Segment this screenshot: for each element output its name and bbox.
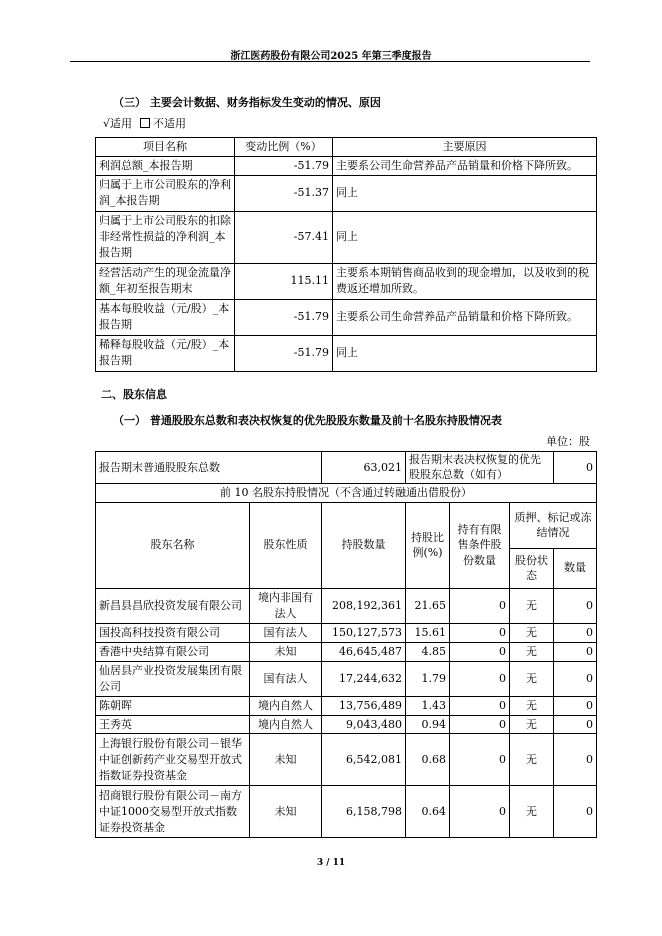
pledge-status-cell: 无: [510, 715, 554, 734]
pledge-status-cell: 无: [510, 734, 554, 786]
change-ratio-cell: -51.79: [235, 299, 333, 335]
table-row: [96, 696, 597, 715]
shareholder-name-cell: 上海银行股份有限公司－银华中证创新药产业交易型开放式指数证券投资基金: [96, 734, 250, 786]
column-header-nature: 股东性质: [250, 502, 322, 588]
shareholder-name-cell: 国投高科技投资有限公司: [96, 623, 250, 642]
holding-ratio-cell: 21.65: [406, 588, 450, 623]
restricted-shares-cell: 0: [450, 661, 510, 696]
pledge-qty-cell: 0: [554, 588, 597, 623]
shares-held-cell: 6,542,081: [322, 734, 406, 786]
total-shareholders-row: [96, 452, 597, 484]
table-row: [96, 299, 597, 335]
reason-cell: 同上: [333, 211, 597, 263]
change-ratio-cell: -51.37: [235, 175, 333, 211]
shares-held-cell: 9,043,480: [322, 715, 406, 734]
table-row: [96, 623, 597, 642]
change-ratio-cell: -51.79: [235, 156, 333, 175]
column-header-restricted: 持有有限售条件股份数量: [450, 502, 510, 588]
shareholder-name-cell: 王秀英: [96, 715, 250, 734]
reason-cell: 同上: [333, 175, 597, 211]
column-header: 主要原因: [333, 138, 597, 157]
reason-cell: 主要系本期销售商品收到的现金增加，以及收到的税费返还增加所致。: [333, 263, 597, 299]
preferred-shareholders-label: 报告期末表决权恢复的优先股股东总数（如有）: [406, 452, 554, 484]
not-applicable-option: 不适用: [153, 117, 187, 130]
column-header-pledge-group: 质押、标记或冻结情况: [510, 502, 597, 548]
change-ratio-cell: -57.41: [235, 211, 333, 263]
restricted-shares-cell: 0: [450, 642, 510, 661]
pledge-status-cell: 无: [510, 786, 554, 838]
header-rule: [70, 61, 590, 62]
column-header-ratio: 持股比例(%): [406, 502, 450, 588]
shareholder-nature-cell: 国有法人: [250, 623, 322, 642]
change-ratio-cell: -51.79: [235, 335, 333, 371]
shareholder-nature-cell: 境内非国有法人: [250, 588, 322, 623]
pledge-qty-cell: 0: [554, 715, 597, 734]
reason-cell: 主要系公司生命营养品产品销量和价格下降所致。: [333, 299, 597, 335]
table-row: [96, 175, 597, 211]
total-shareholders-value: 63,021: [322, 452, 406, 484]
indicator-change-table: [95, 137, 597, 372]
reason-cell: 同上: [333, 335, 597, 371]
table-row: [96, 715, 597, 734]
table-row: [96, 786, 597, 838]
column-header-pledge-qty: 数量: [554, 548, 597, 588]
column-header-pledge-status: 股份状态: [510, 548, 554, 588]
pledge-status-cell: 无: [510, 661, 554, 696]
shareholder-nature-cell: 境内自然人: [250, 696, 322, 715]
holding-ratio-cell: 0.64: [406, 786, 450, 838]
shareholder-nature-cell: 境内自然人: [250, 715, 322, 734]
item-name-cell: 归属于上市公司股东的扣除非经常性损益的净利润_本报告期: [96, 211, 235, 263]
holding-ratio-cell: 1.79: [406, 661, 450, 696]
table-row: [96, 734, 597, 786]
shareholder-name-cell: 仙居县产业投资发展集团有限公司: [96, 661, 250, 696]
table-header-row: [96, 138, 597, 157]
shares-held-cell: 46,645,487: [322, 642, 406, 661]
table-row: [96, 588, 597, 623]
shareholder-nature-cell: 未知: [250, 734, 322, 786]
top10-caption-row: [96, 484, 597, 503]
item-name-cell: 利润总额_本报告期: [96, 156, 235, 175]
column-header-shares: 持股数量: [322, 502, 406, 588]
holding-ratio-cell: 15.61: [406, 623, 450, 642]
shares-held-cell: 6,158,798: [322, 786, 406, 838]
pledge-qty-cell: 0: [554, 642, 597, 661]
shares-held-cell: 208,192,361: [322, 588, 406, 623]
holding-ratio-cell: 1.43: [406, 696, 450, 715]
pledge-qty-cell: 0: [554, 696, 597, 715]
table-header-row: [96, 502, 597, 548]
top10-caption: 前 10 名股东持股情况（不含通过转融通出借股份）: [96, 484, 597, 503]
shareholder-nature-cell: 未知: [250, 786, 322, 838]
unit-label: 单位：股: [546, 435, 590, 448]
shareholders-table: [95, 451, 597, 838]
change-ratio-cell: 115.11: [235, 263, 333, 299]
shareholder-name-cell: 新昌县昌欣投资发展有限公司: [96, 588, 250, 623]
total-shareholders-label: 报告期末普通股股东总数: [96, 452, 322, 484]
pledge-status-cell: 无: [510, 696, 554, 715]
preferred-shareholders-value: 0: [554, 452, 597, 484]
pledge-qty-cell: 0: [554, 661, 597, 696]
restricted-shares-cell: 0: [450, 734, 510, 786]
restricted-shares-cell: 0: [450, 786, 510, 838]
shares-held-cell: 17,244,632: [322, 661, 406, 696]
item-name-cell: 经营活动产生的现金流量净额_年初至报告期末: [96, 263, 235, 299]
section-heading-indicator-changes: （三） 主要会计数据、财务指标发生变动的情况、原因: [113, 96, 381, 109]
holding-ratio-cell: 4.85: [406, 642, 450, 661]
pledge-qty-cell: 0: [554, 623, 597, 642]
table-row: [96, 642, 597, 661]
table-row: [96, 211, 597, 263]
shareholder-name-cell: 招商银行股份有限公司－南方中证1000交易型开放式指数证券投资基金: [96, 786, 250, 838]
restricted-shares-cell: 0: [450, 696, 510, 715]
reason-cell: 主要系公司生命营养品产品销量和价格下降所致。: [333, 156, 597, 175]
table-row: [96, 263, 597, 299]
shares-held-cell: 150,127,573: [322, 623, 406, 642]
restricted-shares-cell: 0: [450, 623, 510, 642]
item-name-cell: 基本每股收益（元/股）_本报告期: [96, 299, 235, 335]
pledge-status-cell: 无: [510, 623, 554, 642]
item-name-cell: 稀释每股收益（元/股）_本报告期: [96, 335, 235, 371]
sub-heading-top-shareholders: （一） 普通股股东总数和表决权恢复的优先股股东数量及前十名股东持股情况表: [113, 414, 502, 427]
table-row: [96, 156, 597, 175]
shareholder-nature-cell: 未知: [250, 642, 322, 661]
checkbox-empty-icon: [140, 118, 150, 128]
shareholder-name-cell: 陈朝晖: [96, 696, 250, 715]
pledge-status-cell: 无: [510, 642, 554, 661]
pledge-status-cell: 无: [510, 588, 554, 623]
applicability-line: [103, 115, 186, 131]
table-row: [96, 335, 597, 371]
restricted-shares-cell: 0: [450, 715, 510, 734]
column-header-name: 股东名称: [96, 502, 250, 588]
holding-ratio-cell: 0.94: [406, 715, 450, 734]
page-header-title: 浙江医药股份有限公司2025 年第三季度报告: [230, 51, 432, 62]
column-header: 变动比例（%）: [235, 138, 333, 157]
pledge-qty-cell: 0: [554, 734, 597, 786]
applicable-option: √适用: [103, 117, 133, 130]
shares-held-cell: 13,756,489: [322, 696, 406, 715]
shareholder-nature-cell: 国有法人: [250, 661, 322, 696]
section-heading-shareholders: 二、股东信息: [101, 388, 167, 401]
column-header: 项目名称: [96, 138, 235, 157]
shareholder-name-cell: 香港中央结算有限公司: [96, 642, 250, 661]
holding-ratio-cell: 0.68: [406, 734, 450, 786]
table-row: [96, 661, 597, 696]
pledge-qty-cell: 0: [554, 786, 597, 838]
restricted-shares-cell: 0: [450, 588, 510, 623]
item-name-cell: 归属于上市公司股东的净利润_本报告期: [96, 175, 235, 211]
page-number: 3 / 11: [316, 858, 346, 868]
